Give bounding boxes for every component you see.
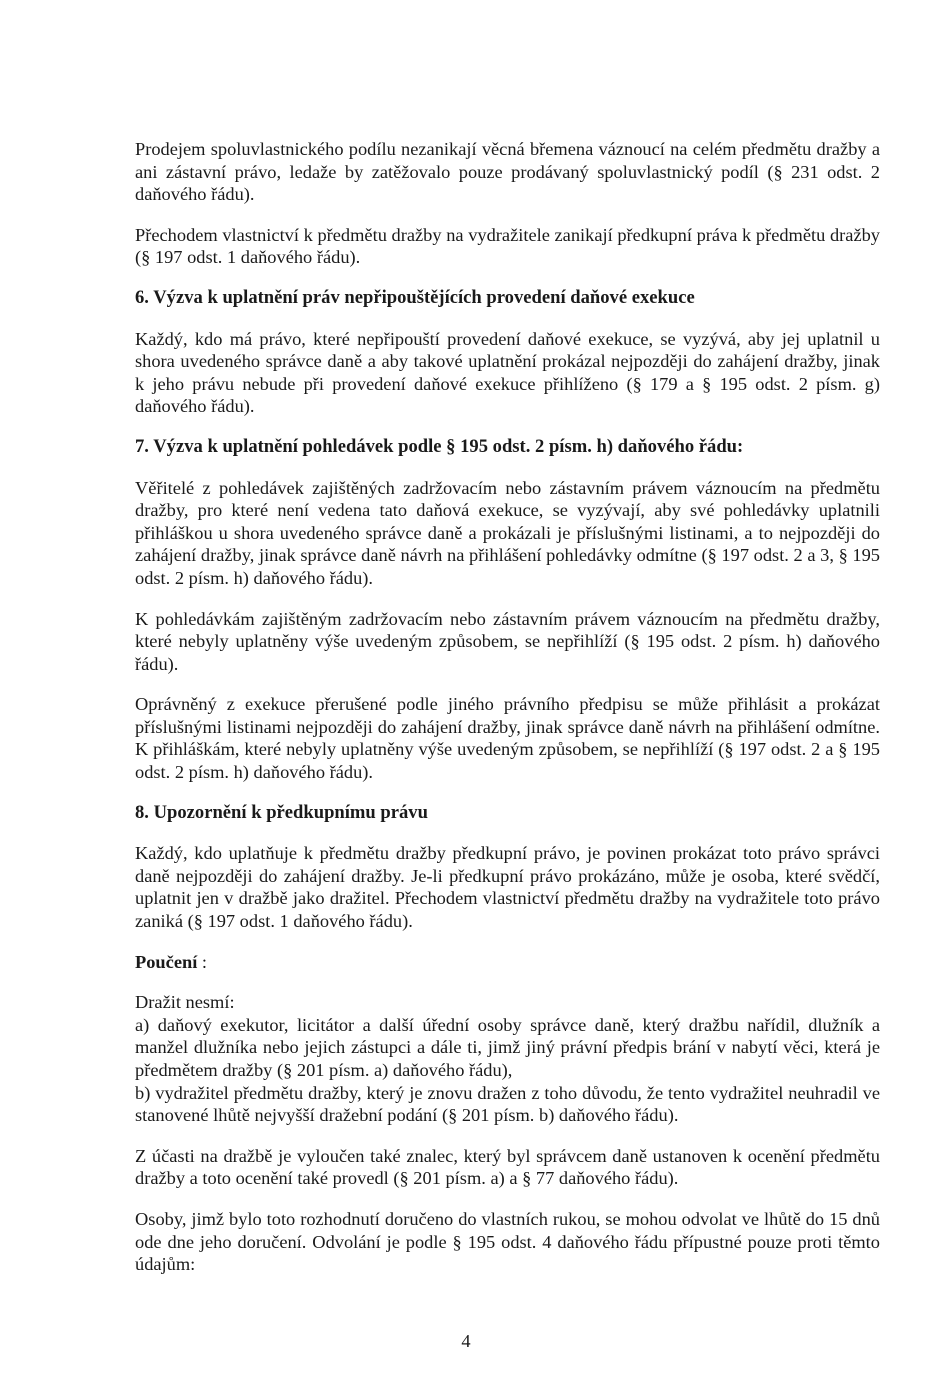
paragraph-bidding-prohibited-intro: Dražit nesmí: xyxy=(135,992,235,1013)
paragraph-bidding-prohibited-b: b) vydražitel předmětu dražby, který je znovu dražen z toho důvodu, že tento vydražitel neuhradil ve stanovené lhůtě nejvyšší dražební podání (§ 201 písm. b) daňového řádu). xyxy=(135,1082,880,1126)
paragraph-interrupted-execution: Oprávněný z exekuce přerušené podle jiného právního předpisu se může přihlásit a prokázat příslušnými listinami nejpozději do zahájení dražby, jinak správce daně návrh na přihlášení odmítne. K přihláškám, které nebyly uplatněny výše uvedeným způsobem, se nepřihlíží (§ 197 odst. 2 a § 195 odst. 2 písm. h) daňového řádu). xyxy=(135,694,880,783)
paragraph-claims-not-considered: K pohledávkám zajištěným zadržovacím nebo zástavním právem váznoucím na předmětu dražby, které nebyly uplatněny výše uvedeným způsobem, se nepřihlíží (§ 195 odst. 2 písm. h) daňového řádu). xyxy=(135,608,880,674)
paragraph-appeal: Osoby, jimž bylo toto rozhodnutí doručeno do vlastních rukou, se mohou odvolat ve lhůtě do 15 dnů ode dne jeho doručení. Odvolání je podle § 195 odst. 4 daňového řádu přípustné pouze proti těmto údajům: xyxy=(135,1208,880,1275)
paragraph-creditors: Věřitelé z pohledávek zajištěných zadržovacím nebo zástavním právem váznoucím na předmětu dražby, pro které není vedena tato daňová exekuce, se vyzývají, aby své pohledávky uplatnili přihláškou u shora uvedeného správce daně a prokázali je příslušnými listinami, a to nejpozději do zahájení dražby, jinak správce daně návrh na přihlášení pohledávky odmítne (§ 197 odst. 2 a 3, § 195 odst. 2 písm. h) daňového řádu). xyxy=(135,477,880,588)
section-heading-7: 7. Výzva k uplatnění pohledávek podle § 195 odst. 2 písm. h) daňového řádu: xyxy=(135,435,744,457)
page-number: 4 xyxy=(461,1331,471,1351)
instruction-heading xyxy=(135,951,880,974)
document-body xyxy=(135,138,880,1276)
paragraph-co-ownership: Prodejem spoluvlastnického podílu nezanikají věcná břemena váznoucí na celém předmětu dražby a ani zástavní právo, ledaže by zatěžovalo pouze prodávaný spoluvlastnický podíl (§ 231 odst. 2 daňového řádu). xyxy=(135,139,880,205)
section-heading-6: 6. Výzva k uplatnění práv nepřipouštějících provedení daňové exekuce xyxy=(135,286,695,308)
paragraph-rights-claim: Každý, kdo má právo, které nepřipouští provedení daňové exekuce, se vyzývá, aby jej uplatnil u shora uvedeného správce daně a aby takové uplatnění prokázal nejpozději do zahájení dražby, jinak k jeho právu nebude při provedení daňové exekuce přihlíženo (§ 179 a § 195 odst. 2 písm. g) daňového řádu). xyxy=(135,328,880,417)
instruction-suffix: : xyxy=(197,951,208,972)
section-heading-8: 8. Upozornění k předkupnímu právu xyxy=(135,801,428,823)
paragraph-bidding-prohibited-a: a) daňový exekutor, licitátor a další úřední osoby správce daně, který dražbu nařídil, dlužník a manžel dlužníka nebo jejich zástupci a dále ti, jimž jiný právní předpis brání v nabytí věci, která je předmětem dražby (§ 201 písm. a) daňového řádu), xyxy=(135,1014,880,1080)
paragraph-preemption-right: Každý, kdo uplatňuje k předmětu dražby předkupní právo, je povinen prokázat toto právo správci daně nejpozději do zahájení dražby. Je-li předkupní právo prokázáno, může je osoba, které svědčí, uplatnit jen v dražbě jako dražitel. Přechodem vlastnictví předmětu dražby na vydražitele toto právo zaniká (§ 197 odst. 1 daňového řádu). xyxy=(135,843,880,932)
paragraph-ownership-transfer: Přechodem vlastnictví k předmětu dražby na vydražitele zanikají předkupní práva k předmětu dražby (§ 197 odst. 1 daňového řádu). xyxy=(135,224,880,268)
paragraph-expert-excluded: Z účasti na dražbě je vyloučen také znalec, který byl správcem daně ustanoven k ocenění předmětu dražby a toto ocenění také provedl (§ 201 písm. a) a § 77 daňového řádu). xyxy=(135,1145,880,1189)
instruction-label: Poučení xyxy=(135,951,198,972)
